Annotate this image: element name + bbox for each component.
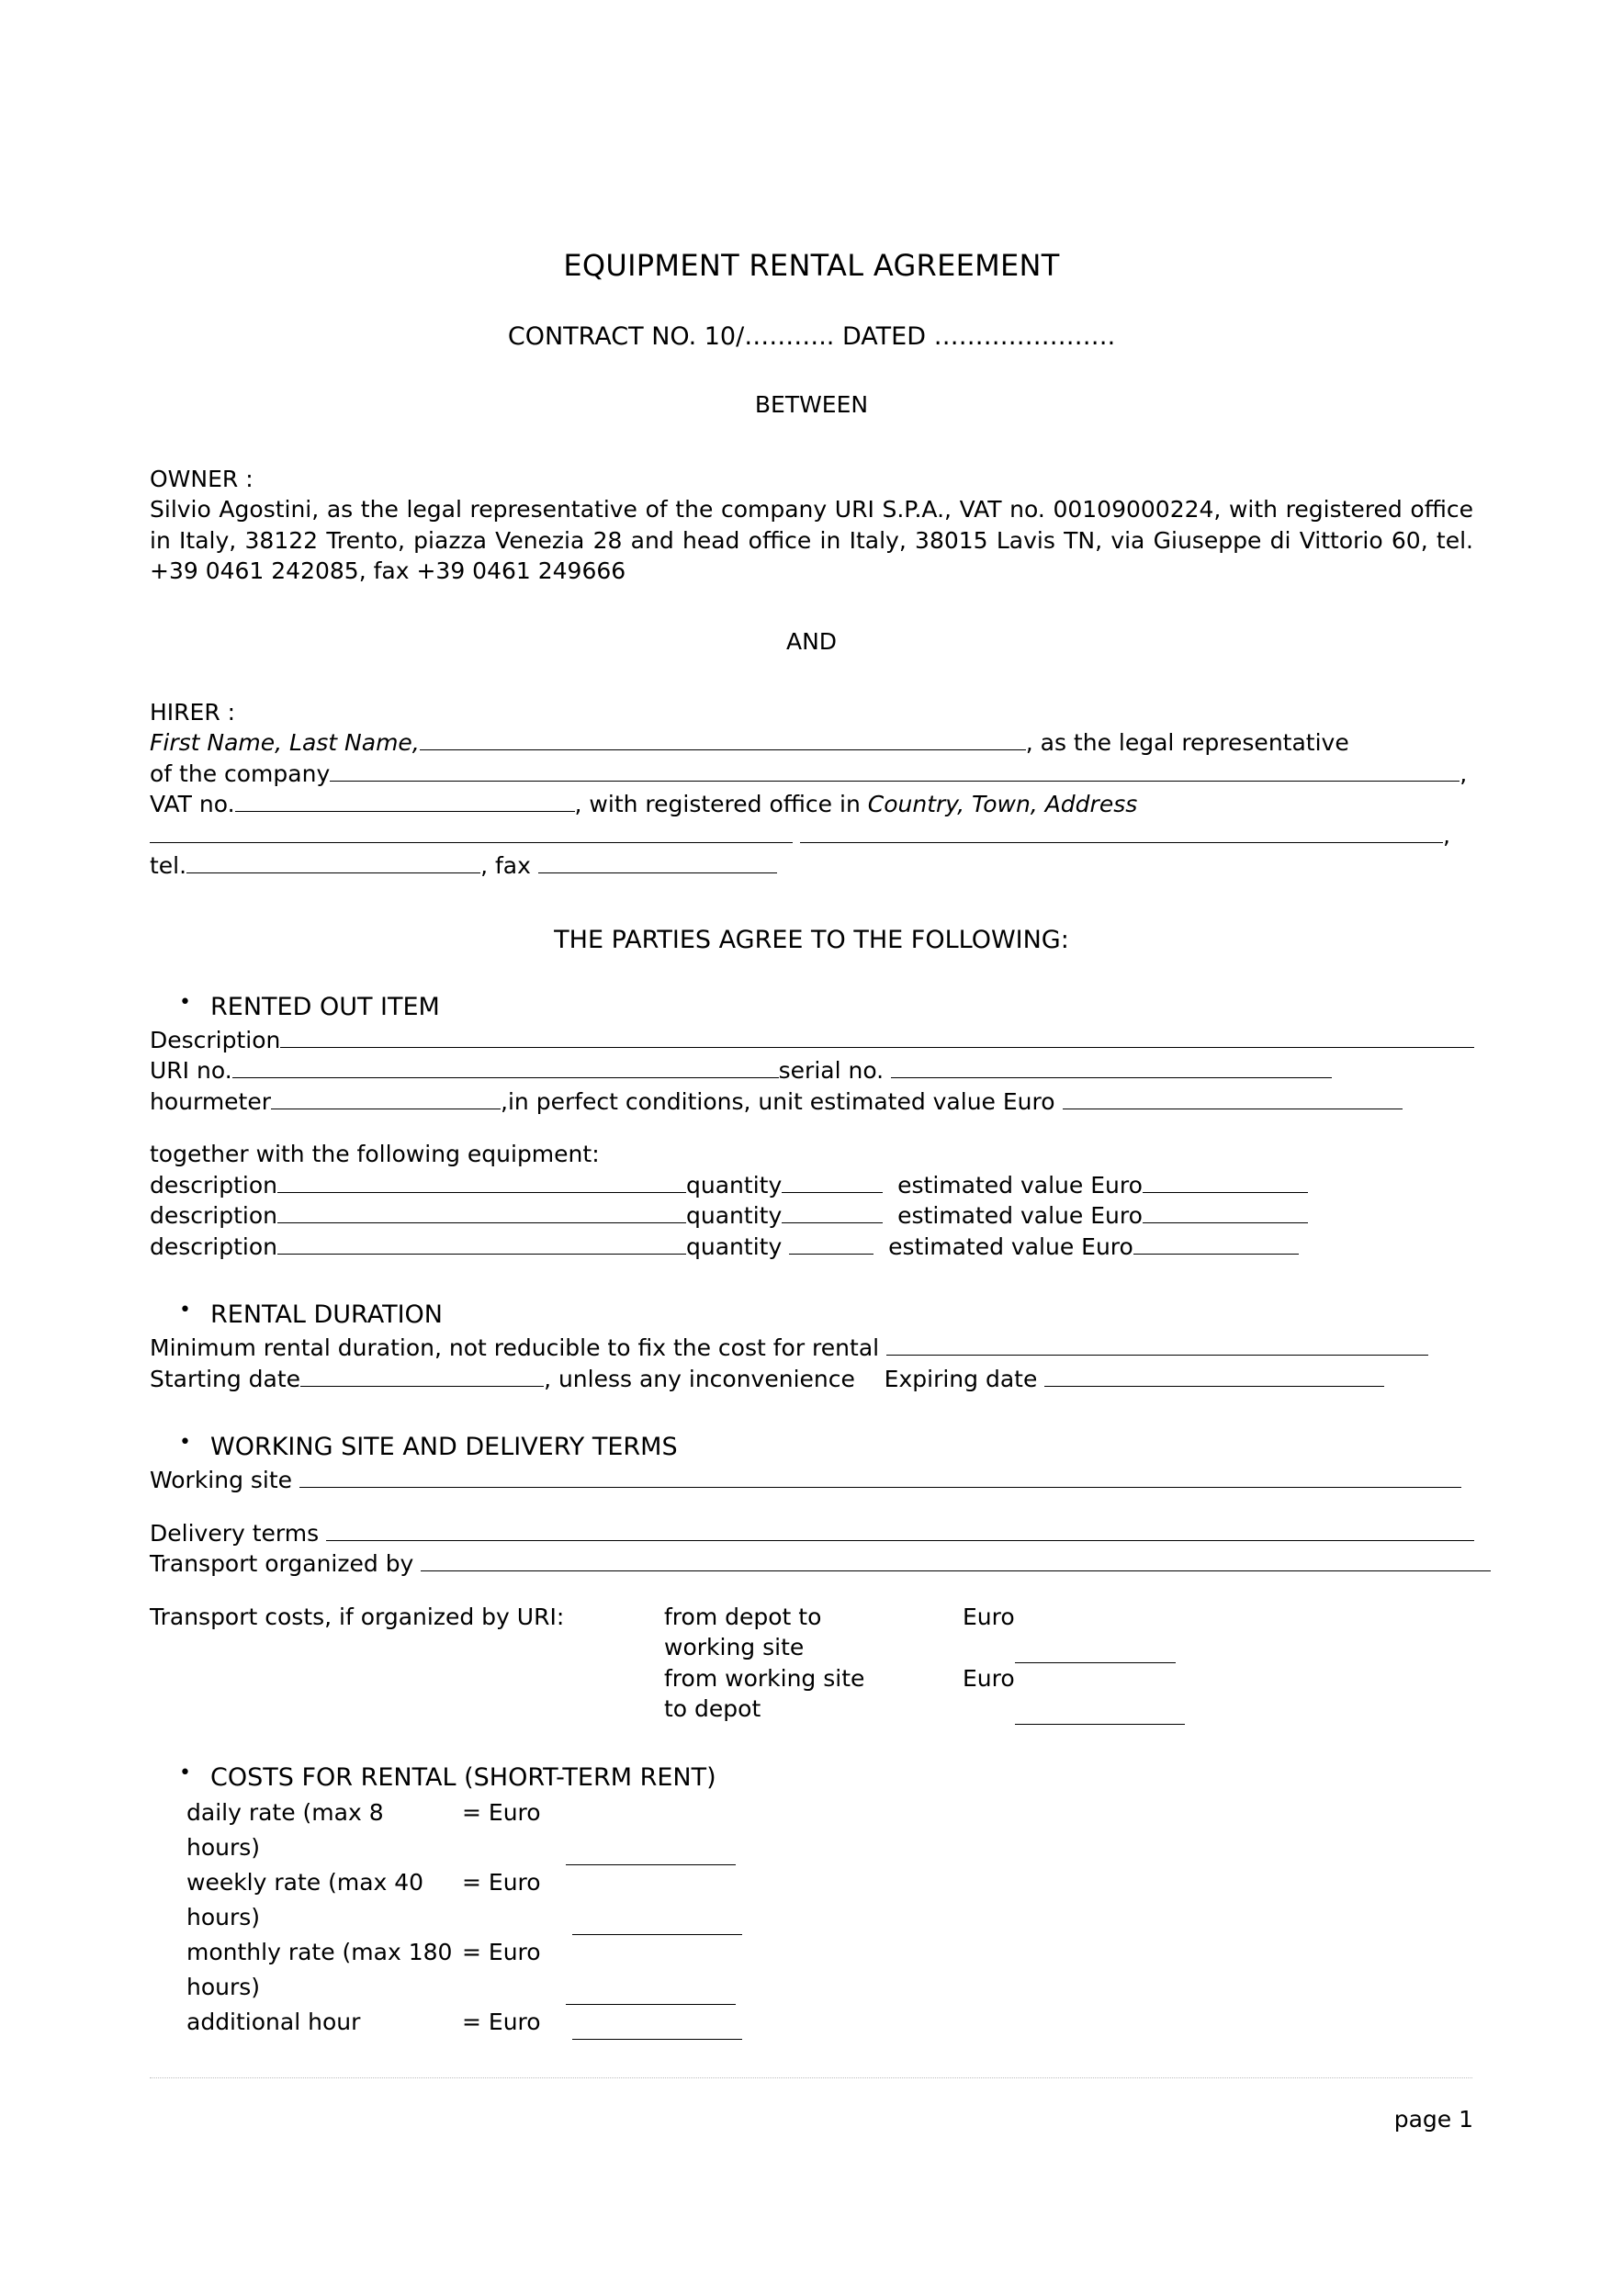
document-content [150, 248, 1473, 2040]
equipment-quantity-field[interactable] [789, 1254, 873, 1255]
equipment-value-field[interactable] [1143, 1192, 1308, 1193]
expiring-date-label: Expiring date [884, 1365, 1038, 1392]
equipment-description-field[interactable] [277, 1222, 686, 1223]
hirer-company-line: of the company , [150, 760, 1468, 787]
owner-section [150, 464, 1473, 586]
hourmeter-label: hourmeter [150, 1087, 272, 1115]
delivery-terms-line [150, 1518, 1473, 1549]
transport-cost-field[interactable] [1015, 1663, 1185, 1725]
equipment-description-label: description [150, 1171, 278, 1199]
starting-date-label: Starting date [150, 1365, 301, 1392]
cost-label: weekly rate (max 40 hours) [186, 1868, 424, 1930]
section-working-site [150, 1433, 1473, 1725]
cost-field[interactable] [572, 1865, 742, 1935]
section-costs [150, 1763, 1473, 2040]
hirer-section [150, 697, 1473, 882]
hirer-address-field-2[interactable] [800, 842, 1443, 843]
cost-field[interactable] [566, 1935, 736, 2005]
rental-duration-heading: • RENTAL DURATION [179, 1300, 1473, 1329]
hirer-vat-line [150, 789, 1473, 820]
cost-field[interactable] [566, 1795, 736, 1865]
cost-row [186, 1935, 1473, 2005]
serial-no-label: serial no. [778, 1057, 885, 1085]
rented-item-hourmeter-line [150, 1086, 1473, 1118]
transport-organized-line [150, 1548, 1473, 1580]
section-rental-duration [150, 1300, 1473, 1394]
delivery-terms-label: Delivery terms [150, 1519, 320, 1547]
contract-number-line: CONTRACT NO. 10/……….. DATED …………………. [507, 322, 1116, 351]
equipment-description-field[interactable] [277, 1254, 686, 1255]
equipment-description-field[interactable] [277, 1192, 686, 1193]
equipment-row [150, 1200, 1473, 1232]
section-rented-item [150, 993, 1473, 1263]
description-field[interactable] [280, 1047, 1474, 1048]
page-number: page 1 [1393, 2106, 1473, 2133]
transport-direction-label: from working site to depot [664, 1664, 865, 1723]
transport-costs-block [150, 1602, 1473, 1725]
equipment-value-field[interactable] [1143, 1222, 1308, 1223]
costs-rows [186, 1795, 1473, 2040]
unless-inconvenience-text: , unless any inconvenience [544, 1365, 855, 1392]
transport-direction-label: from depot to working site [664, 1603, 822, 1661]
hirer-country-town-address: Country, Town, Address [867, 791, 1138, 818]
hirer-fax-label: , fax [480, 852, 531, 880]
hirer-vat-field[interactable] [235, 811, 575, 812]
hirer-address-line: , [150, 820, 1473, 851]
hirer-tel-line [150, 850, 1473, 882]
transport-organized-label: Transport organized by [150, 1550, 414, 1578]
cost-row [186, 1795, 1473, 1865]
minimum-duration-text: Minimum rental duration, not reducible to fix the cost for rental [150, 1334, 880, 1362]
transport-currency-label: Euro [963, 1664, 1015, 1692]
working-site-field[interactable] [299, 1487, 1461, 1488]
equipment-value-field[interactable] [1133, 1254, 1299, 1255]
serial-no-field[interactable] [891, 1077, 1332, 1078]
cost-label: additional hour [186, 2008, 361, 2035]
equipment-quantity-field[interactable] [782, 1222, 883, 1223]
rented-item-heading: • RENTED OUT ITEM [179, 993, 1473, 1021]
conditions-text: ,in perfect conditions, unit estimated value Euro [501, 1087, 1055, 1115]
equipment-quantity-field[interactable] [782, 1192, 883, 1193]
cost-eq-label: = Euro [462, 2008, 541, 2035]
hirer-tel-field[interactable] [186, 872, 480, 873]
hirer-with-office: , with registered office in [574, 791, 861, 818]
transport-costs-label: Transport costs, if organized by URI: [150, 1603, 565, 1630]
uri-no-field[interactable] [232, 1077, 779, 1078]
equipment-value-label: estimated value Euro [888, 1232, 1133, 1260]
owner-label: OWNER : [150, 466, 254, 492]
minimum-duration-line [150, 1333, 1473, 1364]
cost-eq-label: = Euro [462, 1798, 541, 1826]
minimum-duration-field[interactable] [886, 1355, 1428, 1356]
owner-text: Silvio Agostini, as the legal representative of the company URI S.P.A., VAT no. 00109000224, with registered office in Italy, 38122 Trento, piazza Venezia 28 and head office in Italy, 38015 Lavis TN, via Giuseppe di Vittorio 60, tel. +39 0461 242085, fax +39 0461 249666 [150, 496, 1473, 584]
equipment-quantity-label: quantity [686, 1171, 783, 1199]
working-site-line [150, 1465, 1473, 1496]
cost-field[interactable] [572, 2005, 742, 2040]
cost-eq-label: = Euro [462, 1868, 541, 1896]
hirer-label: HIRER : [150, 699, 236, 726]
rented-item-uri-line [150, 1055, 1473, 1086]
hirer-address-field-1[interactable] [150, 842, 793, 843]
starting-date-field[interactable] [300, 1386, 544, 1387]
transport-cost-field[interactable] [1015, 1602, 1176, 1663]
hirer-name-line [150, 727, 1473, 759]
equipment-value-label: estimated value Euro [897, 1202, 1143, 1230]
footer-divider [150, 2077, 1472, 2078]
hirer-name-field[interactable] [420, 749, 1026, 750]
expiring-date-field[interactable] [1044, 1386, 1384, 1387]
hirer-vat-label: VAT no. [150, 791, 235, 818]
equipment-row [150, 1170, 1473, 1201]
starting-date-line [150, 1364, 1473, 1395]
working-site-heading: • WORKING SITE AND DELIVERY TERMS [179, 1433, 1473, 1461]
hirer-as-legal-rep: , as the legal representative [1025, 729, 1349, 757]
between-label: BETWEEN [754, 391, 869, 418]
cost-eq-label: = Euro [462, 1938, 541, 1965]
equipment-description-label: description [150, 1202, 278, 1230]
page-title: EQUIPMENT RENTAL AGREEMENT [563, 248, 1060, 283]
cost-label: daily rate (max 8 hours) [186, 1798, 384, 1861]
equipment-quantity-label: quantity [686, 1232, 783, 1260]
equipment-row [150, 1232, 1473, 1263]
parties-agree-label: THE PARTIES AGREE TO THE FOLLOWING: [554, 925, 1069, 954]
transport-cost-row [150, 1663, 1473, 1725]
description-label: Description [150, 1026, 281, 1053]
cost-label: monthly rate (max 180 hours) [186, 1938, 453, 2000]
transport-currency-label: Euro [963, 1603, 1015, 1630]
hirer-company-label: of the company [150, 760, 331, 787]
hirer-name-label: First Name, Last Name, [150, 729, 420, 757]
rented-item-description-line [150, 1025, 1473, 1056]
transport-organized-field[interactable] [421, 1570, 1491, 1571]
working-site-label: Working site [150, 1467, 293, 1494]
equipment-value-label: estimated value Euro [897, 1171, 1143, 1199]
transport-cost-row [150, 1602, 1473, 1663]
cost-row [186, 2005, 1473, 2040]
equipment-quantity-label: quantity [686, 1202, 783, 1230]
equipment-description-label: description [150, 1232, 278, 1260]
hirer-fax-field[interactable] [538, 872, 777, 873]
and-label: AND [785, 628, 838, 655]
delivery-terms-field[interactable] [326, 1540, 1474, 1541]
hirer-company-field[interactable] [330, 781, 1460, 782]
costs-heading: • COSTS FOR RENTAL (SHORT-TERM RENT) [179, 1763, 1473, 1792]
hirer-tel-label: tel. [150, 852, 187, 880]
together-with-label: together with the following equipment: [150, 1141, 600, 1168]
cost-row [186, 1865, 1473, 1935]
uri-no-label: URI no. [150, 1057, 232, 1085]
